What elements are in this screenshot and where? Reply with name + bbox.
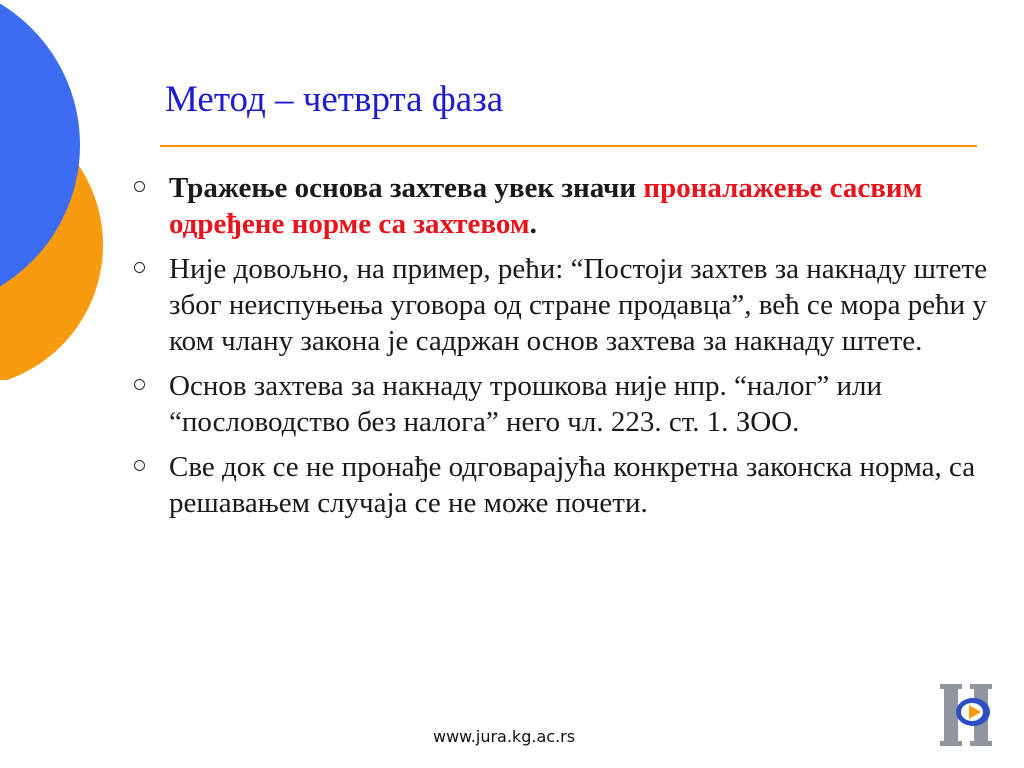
decorative-circles	[0, 0, 110, 380]
bullet-highlight-text: проналажење сасвим одређене норме са захтевом	[169, 172, 923, 240]
bullet-circle-icon	[134, 181, 145, 192]
bullet-circle-icon	[134, 262, 145, 273]
bullet-circle-icon	[134, 379, 145, 390]
bullet-end-punctuation: .	[529, 208, 537, 240]
bullet-text: Није довољно, на пример, рећи: “Постоји захтев за накнаду штете због неиспуњења уговора од стране продавца”, већ се мора рећи у ком члану закона је садржан основ захтева за накнаду штете.	[169, 253, 988, 357]
faculty-logo-icon	[936, 684, 998, 748]
bullet-list	[130, 170, 990, 530]
slide-title: Метод – четврта фаза	[165, 79, 504, 120]
bullet-text: Основ захтева за накнаду трошкова није нпр. “налог” или “пословодство без налога” него чл. 223. ст. 1. ЗОО.	[169, 370, 882, 438]
bullet-circle-icon	[134, 460, 145, 471]
bullet-item	[130, 449, 990, 521]
title-underline	[160, 145, 977, 147]
bullet-bold-text: Тражење основа захтева увек значи	[169, 172, 644, 204]
footer-url: www.jura.kg.ac.rs	[433, 727, 576, 746]
bullet-item	[130, 368, 990, 440]
bullet-text: Све док се не пронађе одговарајућа конкретна законска норма, са решавањем случаја се не може почети.	[169, 451, 976, 519]
bullet-item	[130, 170, 990, 242]
bullet-item	[130, 251, 990, 359]
